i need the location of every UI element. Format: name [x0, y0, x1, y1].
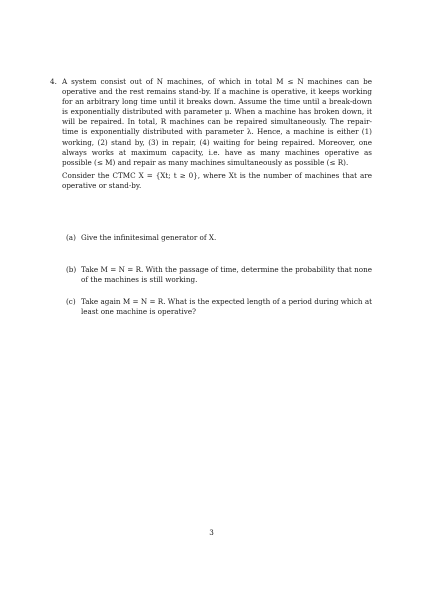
subquestion-label: (b): [66, 265, 77, 274]
subquestion-text: Take again M = N = R. What is the expected length of a period during which at least one machine is operative?: [81, 297, 372, 317]
problem-4: [50, 77, 372, 191]
subquestion-a: [66, 233, 372, 243]
subquestion-text: Take M = N = R. With the passage of time, determine the probability that none of the machines is still working.: [81, 265, 372, 285]
subquestion-c: [66, 297, 372, 317]
subquestion-text: Give the infinitesimal generator of X.: [81, 233, 217, 242]
problem-ctmc-definition: Consider the CTMC X = {Xt; t ≥ 0}, where Xt is the number of machines that are operative or stand-by.: [62, 170, 372, 190]
page-number: 3: [209, 528, 214, 537]
problem-statement: A system consist out of N machines, of which in total M ≤ N machines can be operative and the rest remains stand-by. If a machine is operative, it keeps working for an arbitrary long time until it breaks down. Assume the time until a break-down is exponentially distributed with parameter μ. When a machine has broken down, it will be repaired. In total, R machines can be repaired simultaneously. The repair-time is exponentially distributed with parameter λ. Hence, a machine is either (1) working, (2) stand by, (3) in repair, (4) waiting for being repaired. Moreover, one always works at maximum capacity, i.e. have as many machines operative as possible (≤ M) and repair as many machines simultaneously as possible (≤ R).: [62, 77, 372, 167]
subquestion-label: (c): [66, 297, 76, 306]
subquestion-label: (a): [66, 233, 76, 242]
problem-number: 4.: [50, 77, 57, 86]
subquestion-b: [66, 265, 372, 285]
